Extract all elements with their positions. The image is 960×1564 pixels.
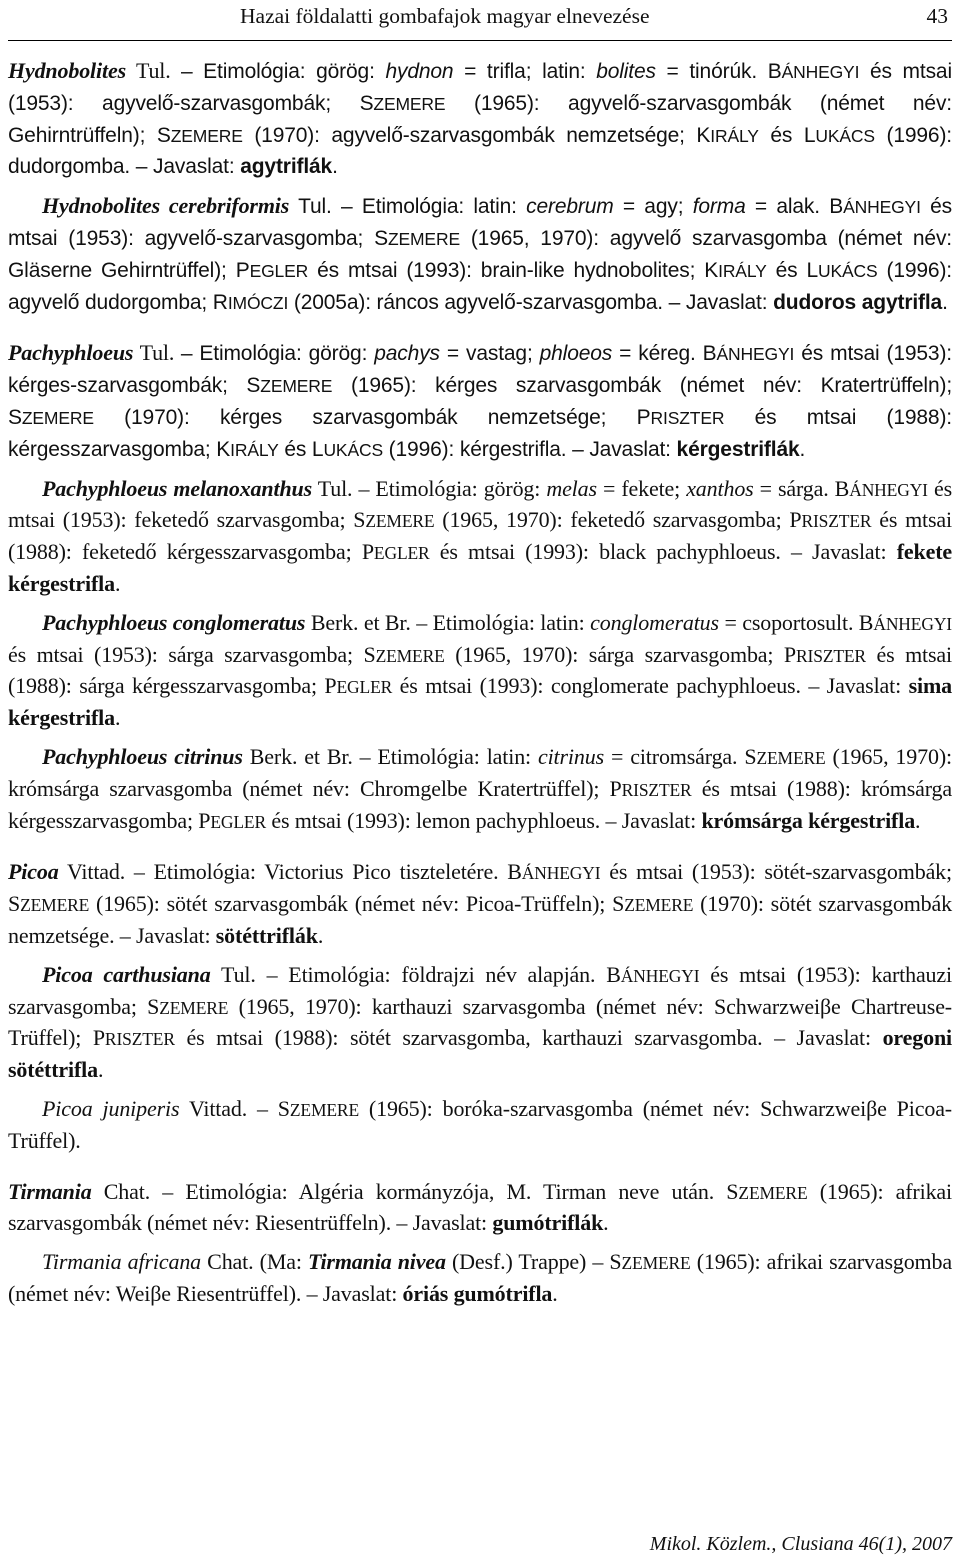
entry-tirmania-africana: Tirmania africana Chat. (Ma: Tirmania nivea (Desf.) Trappe) – SZEMERE (1965): afrikai szarvasgomba (német név: Weiβe Riesentrüffel). – Javaslat: óriás gumótrifla.: [8, 1249, 952, 1306]
entry-pachyphloeus-citrinus: Pachyphloeus citrinus Berk. et Br. – Etimológia: latin: citrinus = citromsárga. SZEMERE (1965, 1970): krómsárga szarvasgomba (német név: Chromgelbe Kratertrüffel); PRISZTER és mtsai (1988): krómsárga kérgesszarvasgomba; PEGLER és mtsai (1993): lemon pachyphloeus. – Javaslat: krómsárga kérgestrifla.: [8, 743, 952, 833]
entry-tirmania: Tirmania Chat. – Etimológia: Algéria kormányzója, M. Tirman neve után. SZEMERE (1965): afrikai szarvasgombák (német név: Riesentrüffeln). – Javaslat: gumótriflák.: [8, 1178, 952, 1236]
entry-pachyphloeus-conglomeratus: Pachyphloeus conglomeratus Berk. et Br. – Etimológia: latin: conglomeratus = csoportosult. BÁNHEGYI és mtsai (1953): sárga szarvasgomba; SZEMERE (1965, 1970): sárga szarvasgomba; PRISZTER és mtsai (1988): sárga kérgesszarvasgomba; PEGLER és mtsai (1993): conglomerate pachyphloeus. – Javaslat: sima kérgestrifla.: [8, 609, 953, 731]
entry-pachyphloeus-melanoxanthus: Pachyphloeus melanoxanthus Tul. – Etimológia: görög: melas = fekete; xanthos = sárga. BÁNHEGYI és mtsai (1953): feketedő szarvasgomba; SZEMERE (1965, 1970): feketedő szarvasgomba; PRISZTER és mtsai (1988): feketedő kérgesszarvasgomba; PEGLER és mtsai (1993): black pachyphloeus. – Javaslat: fekete kérgestrifla.: [8, 475, 952, 596]
article-body: [8, 56, 952, 1310]
journal-footer: Mikol. Közlem., Clusiana 46(1), 2007: [649, 1533, 952, 1555]
running-title: Hazai földalatti gombafajok magyar elnevezése: [240, 4, 650, 28]
running-header: [8, 0, 952, 41]
entry-picoa: Picoa Vittad. – Etimológia: Victorius Pico tiszteletére. BÁNHEGYI és mtsai (1953): sötét-szarvasgombák; SZEMERE (1965): sötét szarvasgombák (német név: Picoa-Trüffeln); SZEMERE (1970): sötét szarvasgombák nemzetsége. – Javaslat: sötéttriflák.: [8, 859, 952, 948]
entry-picoa-carthusiana: Picoa carthusiana Tul. – Etimológia: földrajzi név alapján. BÁNHEGYI és mtsai (1953): karthauzi szarvasgomba; SZEMERE (1965, 1970): karthauzi szarvasgomba (német név: Schwarzweiβe Chartreuse-Trüffel); PRISZTER és mtsai (1988): sötét szarvasgomba, karthauzi szarvasgomba. – Javaslat: oregoni sötéttrifla.: [8, 961, 952, 1083]
taxon-name: Hydnobolites: [8, 58, 126, 83]
entry-pachyphloeus: Pachyphloeus Tul. – Etimológia: görög: pachys = vastag; phloeos = kéreg. BÁNHEGYI és mtsai (1953): kérges-szarvasgombák; SZEMERE (1965): kérges szarvasgombák (német név: Kratertrüffeln); SZEMERE (1970): kérges szarvasgombák nemzetsége; PRISZTER és mtsai (1988): kérgesszarvasgomba; KIRÁLY és LUKÁCS (1996): kérgestrifla. – Javaslat: kérgestriflák.: [8, 340, 953, 461]
entry-hydnobolites-cerebriformis: Hydnobolites cerebriformis Tul. – Etimológia: latin: cerebrum = agy; forma = alak. BÁNHEGYI és mtsai (1953): agyvelő-szarvasgomba; SZEMERE (1965, 1970): agyvelő szarvasgomba (német név: Gläserne Gehirntrüffel); PEGLER és mtsai (1993): brain-like hydnobolites; KIRÁLY és LUKÁCS (1996): agyvelő dudorgomba; RIMÓCZI (2005a): ráncos agyvelő-szarvasgomba. – Javaslat: dudoros agytrifla.: [8, 193, 952, 314]
page-number: 43: [926, 4, 948, 28]
entry-hydnobolites: Hydnobolites Tul. – Etimológia: görög: hydnon = trifla; latin: bolites = tinórúk. BÁNHEGYI és mtsai (1953): agyvelő-szarvasgombák; SZEMERE (1965): agyvelő-szarvasgombák (német név: Gehirntrüffeln); SZEMERE (1970): agyvelő-szarvasgombák nemzetsége; KIRÁLY és LUKÁCS (1996): dudorgomba. – Javaslat: agytriflák.: [8, 58, 952, 179]
entry-picoa-juniperis: Picoa juniperis Vittad. – SZEMERE (1965): boróka-szarvasgomba (német név: Schwarzweiβe Picoa-Trüffel).: [8, 1095, 952, 1153]
